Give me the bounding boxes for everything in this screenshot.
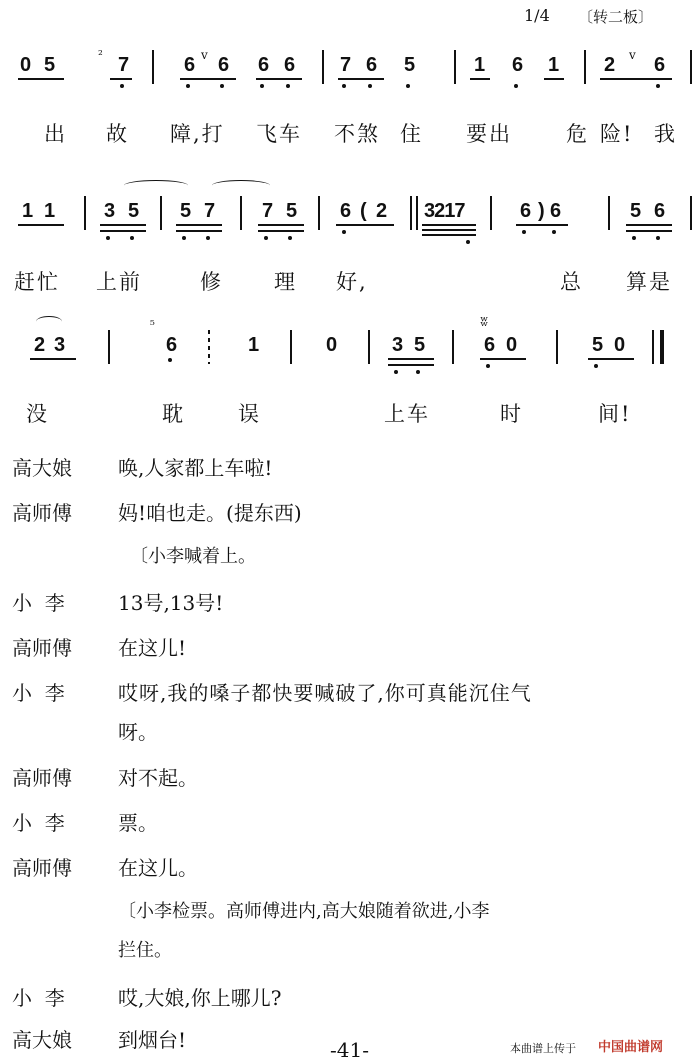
stage-direction: 〔小李检票。高师傅进内,高大娘随着欲进,小李: [118, 901, 490, 922]
note: 6: [550, 200, 562, 222]
note: 6: [218, 54, 230, 76]
barline: [318, 196, 320, 230]
barline: [454, 50, 456, 84]
beam: [18, 224, 64, 226]
speaker-name: 小 李: [12, 591, 65, 615]
note: 6: [484, 334, 496, 356]
barline: [240, 196, 242, 230]
note: 5: [592, 334, 604, 356]
beam: [338, 78, 384, 80]
octave-dot: [106, 236, 110, 240]
note: 3: [392, 334, 404, 356]
octave-dot: [206, 236, 210, 240]
breath-mark: v: [629, 48, 636, 62]
octave-dot: [594, 364, 598, 368]
lyric: 算是: [626, 270, 672, 294]
octave-dot: [288, 236, 292, 240]
octave-dot: [368, 84, 372, 88]
site-logo[interactable]: 中国曲谱网: [598, 1040, 664, 1055]
slur: [124, 180, 188, 191]
note: 6: [258, 54, 270, 76]
octave-dot: [522, 230, 526, 234]
octave-dot: [514, 84, 518, 88]
barline: [452, 330, 454, 364]
note: 0: [614, 334, 626, 356]
beam: [176, 230, 222, 232]
beam: [258, 224, 304, 226]
lyric: 危: [566, 122, 589, 146]
octave-dot: [552, 230, 556, 234]
lyric: 我: [654, 122, 677, 146]
barline: [152, 50, 154, 84]
barline: [84, 196, 86, 230]
octave-dot: [186, 84, 190, 88]
trill-mark: ʬ: [480, 314, 489, 330]
note: 5: [128, 200, 140, 222]
octave-dot: [182, 236, 186, 240]
note: 2: [376, 200, 388, 222]
note: 3: [54, 334, 66, 356]
octave-dot: [416, 370, 420, 374]
note: 0: [20, 54, 32, 76]
breath-mark: v: [201, 48, 208, 62]
beam: [422, 229, 476, 231]
beam: [30, 358, 76, 360]
barline: [608, 196, 610, 230]
lyric: 理: [274, 270, 297, 294]
dialogue-line: 到烟台!: [118, 1028, 187, 1052]
beam: [18, 78, 64, 80]
tempo-mark: 〔转二板〕: [578, 8, 654, 26]
beam: [600, 78, 672, 80]
speaker-name: 高大娘: [12, 456, 72, 480]
beam: [626, 224, 672, 226]
note: 6: [284, 54, 296, 76]
lyric: 出: [44, 122, 67, 146]
speaker-name: 高大娘: [12, 1028, 72, 1052]
note: 2: [34, 334, 46, 356]
beam: [422, 234, 476, 236]
barline: [416, 196, 418, 230]
beam: [480, 358, 526, 360]
score-row-2: [0, 194, 700, 244]
meter-mark: 1/4: [524, 6, 550, 25]
score-row-1: [0, 48, 700, 98]
speaker-name: 高师傅: [12, 636, 72, 660]
page-number: -41-: [330, 1038, 369, 1062]
note: 1: [44, 200, 56, 222]
lyric: 故: [106, 122, 129, 146]
note: 5: [286, 200, 298, 222]
octave-dot: [656, 236, 660, 240]
note: (: [360, 200, 367, 222]
beam: [336, 224, 394, 226]
note: 5: [44, 54, 56, 76]
lyric: 不煞: [334, 122, 380, 146]
note: 5: [404, 54, 416, 76]
note: 7: [262, 200, 274, 222]
note: 6: [654, 200, 666, 222]
barline: [690, 196, 692, 230]
speaker-name: 小 李: [12, 811, 65, 835]
barline: [208, 330, 210, 364]
beam: [626, 230, 672, 232]
octave-dot: [130, 236, 134, 240]
lyric: 赶忙: [14, 270, 60, 294]
lyric: 耽: [162, 402, 185, 426]
octave-dot: [486, 364, 490, 368]
octave-dot: [394, 370, 398, 374]
barline: [368, 330, 370, 364]
slur: [212, 180, 270, 191]
note: 7: [204, 200, 216, 222]
speaker-name: 高师傅: [12, 856, 72, 880]
note: 5: [630, 200, 642, 222]
beam: [180, 78, 236, 80]
note: 3217: [424, 200, 465, 222]
barline: [160, 196, 162, 230]
beam: [100, 230, 146, 232]
dialogue-line: 妈!咱也走。(提东西): [118, 501, 302, 525]
dialogue-line: 在这儿。: [118, 856, 198, 880]
note: 1: [248, 334, 260, 356]
dialogue-line: 哎呀,我的嗓子都快要喊破了,你可真能沉住气: [118, 681, 532, 705]
barline: [322, 50, 324, 84]
octave-dot: [406, 84, 410, 88]
lyric: 修: [200, 270, 223, 294]
note: 6: [184, 54, 196, 76]
lyric: 住: [400, 122, 423, 146]
beam: [422, 224, 476, 226]
beam: [176, 224, 222, 226]
note: 6: [654, 54, 666, 76]
lyric: 障,打: [170, 122, 225, 146]
upload-note: 本曲谱上传于: [510, 1042, 576, 1055]
note: ): [538, 200, 545, 222]
note: 6: [166, 334, 178, 356]
lyric: 总: [560, 270, 583, 294]
score-row-3: [0, 314, 700, 378]
note: 5: [180, 200, 192, 222]
final-barline: [660, 330, 664, 364]
octave-dot: [264, 236, 268, 240]
beam: [388, 364, 434, 366]
note: 6: [512, 54, 524, 76]
beam: [588, 358, 634, 360]
barline: [690, 50, 692, 84]
note: 1: [22, 200, 34, 222]
lyric: 误: [238, 402, 261, 426]
note: 3: [104, 200, 116, 222]
octave-dot: [220, 84, 224, 88]
dialogue-line: 13号,13号!: [118, 591, 224, 615]
octave-dot: [656, 84, 660, 88]
octave-dot: [168, 358, 172, 362]
beam: [256, 78, 302, 80]
beam: [388, 358, 434, 360]
octave-dot: [120, 84, 124, 88]
slur: [36, 316, 62, 327]
note: 2: [604, 54, 616, 76]
note: 6: [366, 54, 378, 76]
speaker-name: 高师傅: [12, 766, 72, 790]
lyric: 上前: [96, 270, 142, 294]
dialogue-line: 在这儿!: [118, 636, 187, 660]
speaker-name: 小 李: [12, 986, 65, 1010]
lyric: 间!: [598, 402, 632, 426]
grace-note: ²: [98, 48, 103, 62]
octave-dot: [342, 84, 346, 88]
note: 1: [474, 54, 486, 76]
note: 1: [548, 54, 560, 76]
dialogue-line: 呀。: [118, 720, 158, 744]
beam: [110, 78, 132, 80]
note: 5: [414, 334, 426, 356]
lyric: 时: [500, 402, 523, 426]
barline: [410, 196, 412, 230]
barline: [490, 196, 492, 230]
note: 7: [118, 54, 130, 76]
octave-dot: [286, 84, 290, 88]
dialogue-line: 票。: [118, 811, 158, 835]
barline: [290, 330, 292, 364]
octave-dot: [632, 236, 636, 240]
lyric: 上车: [384, 402, 430, 426]
beam: [100, 224, 146, 226]
dialogue-line: 对不起。: [118, 766, 198, 790]
note: 7: [340, 54, 352, 76]
stage-direction: 拦住。: [118, 940, 172, 961]
barline: [584, 50, 586, 84]
note: 6: [340, 200, 352, 222]
beam: [516, 224, 568, 226]
beam: [258, 230, 304, 232]
speaker-name: 高师傅: [12, 501, 72, 525]
octave-dot: [466, 240, 470, 244]
lyric: 飞车: [256, 122, 302, 146]
octave-dot: [342, 230, 346, 234]
barline: [108, 330, 110, 364]
octave-dot: [260, 84, 264, 88]
final-barline: [652, 330, 654, 364]
lyric: 要出: [466, 122, 512, 146]
note: 0: [326, 334, 338, 356]
stage-direction: 〔小李喊着上。: [130, 546, 256, 567]
note: 6: [520, 200, 532, 222]
lyric: 险!: [600, 122, 634, 146]
lyric: 没: [26, 402, 49, 426]
speaker-name: 小 李: [12, 681, 65, 705]
dialogue-line: 唤,人家都上车啦!: [118, 456, 273, 480]
beam: [470, 78, 490, 80]
lyric: 好,: [336, 270, 368, 294]
note: 0: [506, 334, 518, 356]
grace-note: ⁵: [150, 318, 155, 332]
barline: [556, 330, 558, 364]
beam: [544, 78, 564, 80]
dialogue-line: 哎,大娘,你上哪儿?: [118, 986, 282, 1010]
